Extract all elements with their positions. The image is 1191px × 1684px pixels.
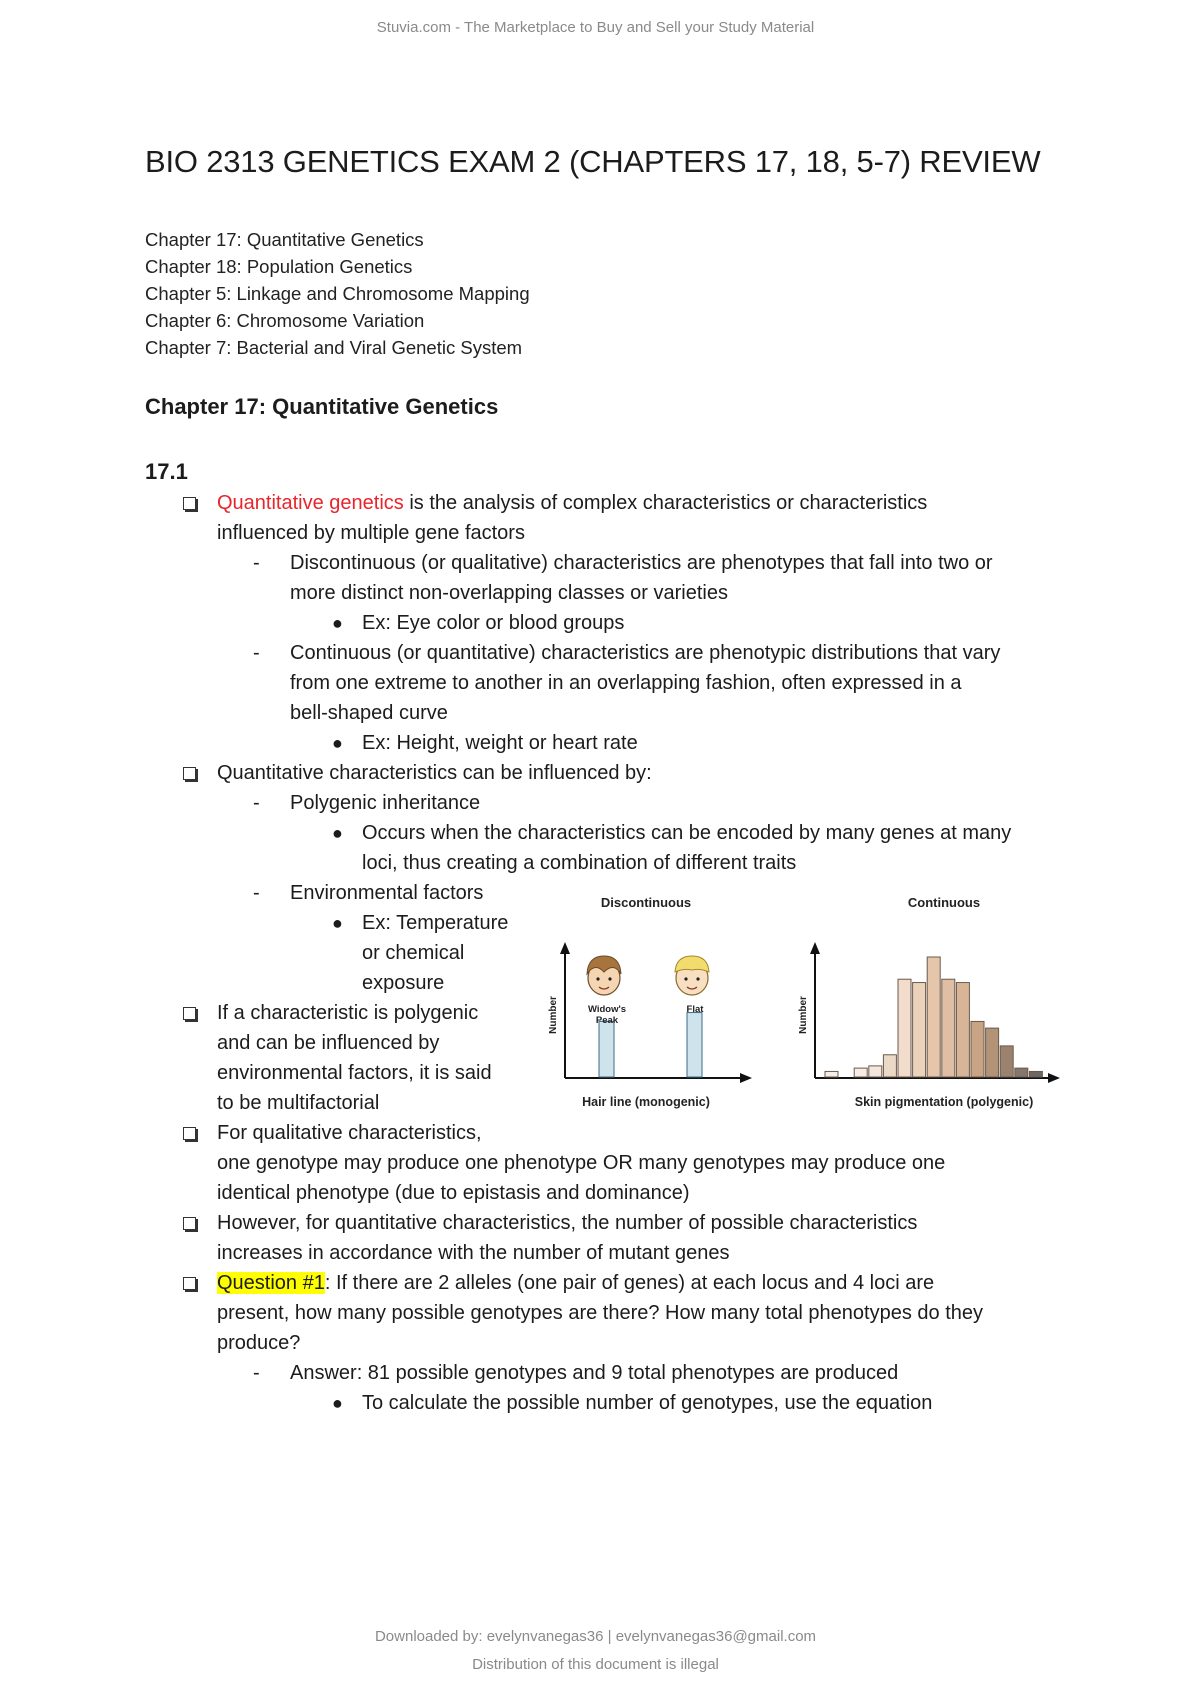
bullet-text (217, 1272, 934, 1295)
key-term: Quantitative genetics (217, 492, 404, 514)
bullet-text: Quantitative characteristics can be influenced by: (217, 762, 652, 784)
bullet-text: increases in accordance with the number of mutant genes (217, 1242, 730, 1264)
dot-bullet-icon: ● (332, 823, 343, 843)
bullet-text: present, how many possible genotypes are there? How many total phenotypes do they (217, 1302, 984, 1324)
chapter-list-item: Chapter 7: Bacterial and Viral Genetic System (145, 337, 523, 358)
bar-5 (883, 1055, 896, 1077)
checkbox-bullet-icon (183, 1127, 196, 1140)
bar-14 (1015, 1068, 1028, 1077)
section-heading: Chapter 17: Quantitative Genetics (145, 394, 499, 419)
bar-7 (913, 983, 926, 1077)
bar-15 (1029, 1071, 1042, 1077)
bullet-text: However, for quantitative characteristics, the number of possible characteristics (217, 1212, 918, 1234)
detail-text: To calculate the possible number of genotypes, use the equation (362, 1392, 933, 1414)
bar-4 (869, 1066, 882, 1077)
chapter-list-item: Chapter 17: Quantitative Genetics (145, 229, 424, 250)
dot-bullet-icon: ● (332, 913, 343, 933)
dash-bullet-icon: - (253, 1362, 260, 1384)
dash-bullet-icon: - (253, 792, 260, 814)
detail-text: loci, thus creating a combination of different traits (362, 852, 797, 874)
checkbox-bullet-icon (183, 1217, 196, 1230)
bar-13 (1000, 1046, 1013, 1077)
left-chart-x-label: Hair line (monogenic) (582, 1095, 710, 1109)
sub-bullet-text: from one extreme to another in an overlapping fashion, often expressed in a (290, 672, 962, 694)
example-text: or chemical (362, 942, 465, 964)
left-chart-y-label: Number (548, 996, 559, 1034)
sub-bullet-text: Continuous (or quantitative) characteristics are phenotypic distributions that vary (290, 642, 1001, 664)
detail-text: Occurs when the characteristics can be encoded by many genes at many (362, 822, 1012, 844)
bar-3 (854, 1068, 867, 1077)
bar-1 (825, 1071, 838, 1077)
sub-bullet-text: more distinct non-overlapping classes or varieties (290, 582, 728, 604)
bar-11 (971, 1021, 984, 1077)
bullet-text: and can be influenced by (217, 1032, 440, 1054)
sub-bullet-text: Polygenic inheritance (290, 792, 481, 814)
question-label: Question #1 (217, 1272, 325, 1294)
checkbox-bullet-icon (183, 1277, 196, 1290)
bullet-text: influenced by multiple gene factors (217, 522, 525, 544)
dash-bullet-icon: - (253, 552, 260, 574)
bar-9 (942, 979, 955, 1077)
bar-8 (927, 957, 940, 1077)
bullet-text-rest: is the analysis of complex characteristics or characteristics (403, 492, 928, 514)
dash-bullet-icon: - (253, 882, 260, 904)
subsection-heading: 17.1 (145, 459, 188, 484)
right-chart-x-label: Skin pigmentation (polygenic) (854, 1095, 1034, 1109)
dot-bullet-icon: ● (332, 733, 343, 753)
dash-bullet-icon: - (253, 642, 260, 664)
bar-10 (956, 983, 969, 1077)
chapter-list (145, 226, 530, 361)
bullet-text: produce? (217, 1332, 301, 1354)
example-text: Ex: Eye color or blood groups (362, 612, 625, 634)
bar-1 (599, 1021, 614, 1077)
distribution-notice: Distribution of this document is illegal (472, 1656, 719, 1673)
example-text: Ex: Height, weight or heart rate (362, 732, 638, 754)
bullet-text: environmental factors, it is said (217, 1062, 492, 1084)
bullet-text: one genotype may produce one phenotype OR many genotypes may produce one (217, 1152, 946, 1174)
chapter-list-item: Chapter 5: Linkage and Chromosome Mapping (145, 283, 530, 304)
bullet-text: identical phenotype (due to epistasis and dominance) (217, 1182, 690, 1204)
example-text: exposure (362, 972, 445, 994)
left-chart-title: Discontinuous (600, 895, 692, 910)
right-chart-title: Continuous (907, 895, 981, 910)
bullet-text: For qualitative characteristics, (217, 1122, 482, 1144)
bullet-text-rest: : If there are 2 alleles (one pair of genes) at each locus and 4 loci are (324, 1272, 935, 1294)
checkbox-bullet-icon (183, 1007, 196, 1020)
dot-bullet-icon: ● (332, 1393, 343, 1413)
right-chart-bars (825, 957, 1042, 1077)
phenotype-distribution-figure (540, 890, 1080, 1115)
checkbox-bullet-icon (183, 767, 196, 780)
bullet-text: If a characteristic is polygenic (217, 1002, 479, 1024)
chapter-list-item: Chapter 18: Population Genetics (145, 256, 413, 277)
download-info: Downloaded by: evelynvanegas36 | evelynvanegas36@gmail.com (374, 1628, 817, 1645)
sub-bullet-text: bell-shaped curve (290, 702, 448, 724)
bar-2 (687, 1013, 702, 1077)
flat-hairline-face-icon (675, 956, 709, 995)
bullet-text: to be multifactorial (217, 1092, 380, 1114)
document-title: BIO 2313 GENETICS EXAM 2 (CHAPTERS 17, 18, 5-7) REVIEW (145, 144, 1041, 179)
widows-peak-face-icon (587, 956, 621, 995)
example-text: Ex: Temperature (362, 912, 509, 934)
sub-bullet-text: Environmental factors (290, 882, 484, 904)
bullet-text (217, 492, 927, 515)
bar-6 (898, 979, 911, 1077)
sub-bullet-text: Discontinuous (or qualitative) characteristics are phenotypes that fall into two or (290, 552, 993, 574)
bar-label-widows-peak: Widow's Peak (587, 1004, 627, 1026)
checkbox-bullet-icon (183, 497, 196, 510)
chapter-list-item: Chapter 6: Chromosome Variation (145, 310, 425, 331)
bar-12 (986, 1028, 999, 1077)
bar-label-flat: Flat (686, 1004, 704, 1015)
answer-text: Answer: 81 possible genotypes and 9 total phenotypes are produced (290, 1362, 899, 1384)
right-chart-y-label: Number (798, 996, 809, 1034)
dot-bullet-icon: ● (332, 613, 343, 633)
site-watermark: Stuvia.com - The Marketplace to Buy and Sell your Study Material (376, 19, 815, 36)
